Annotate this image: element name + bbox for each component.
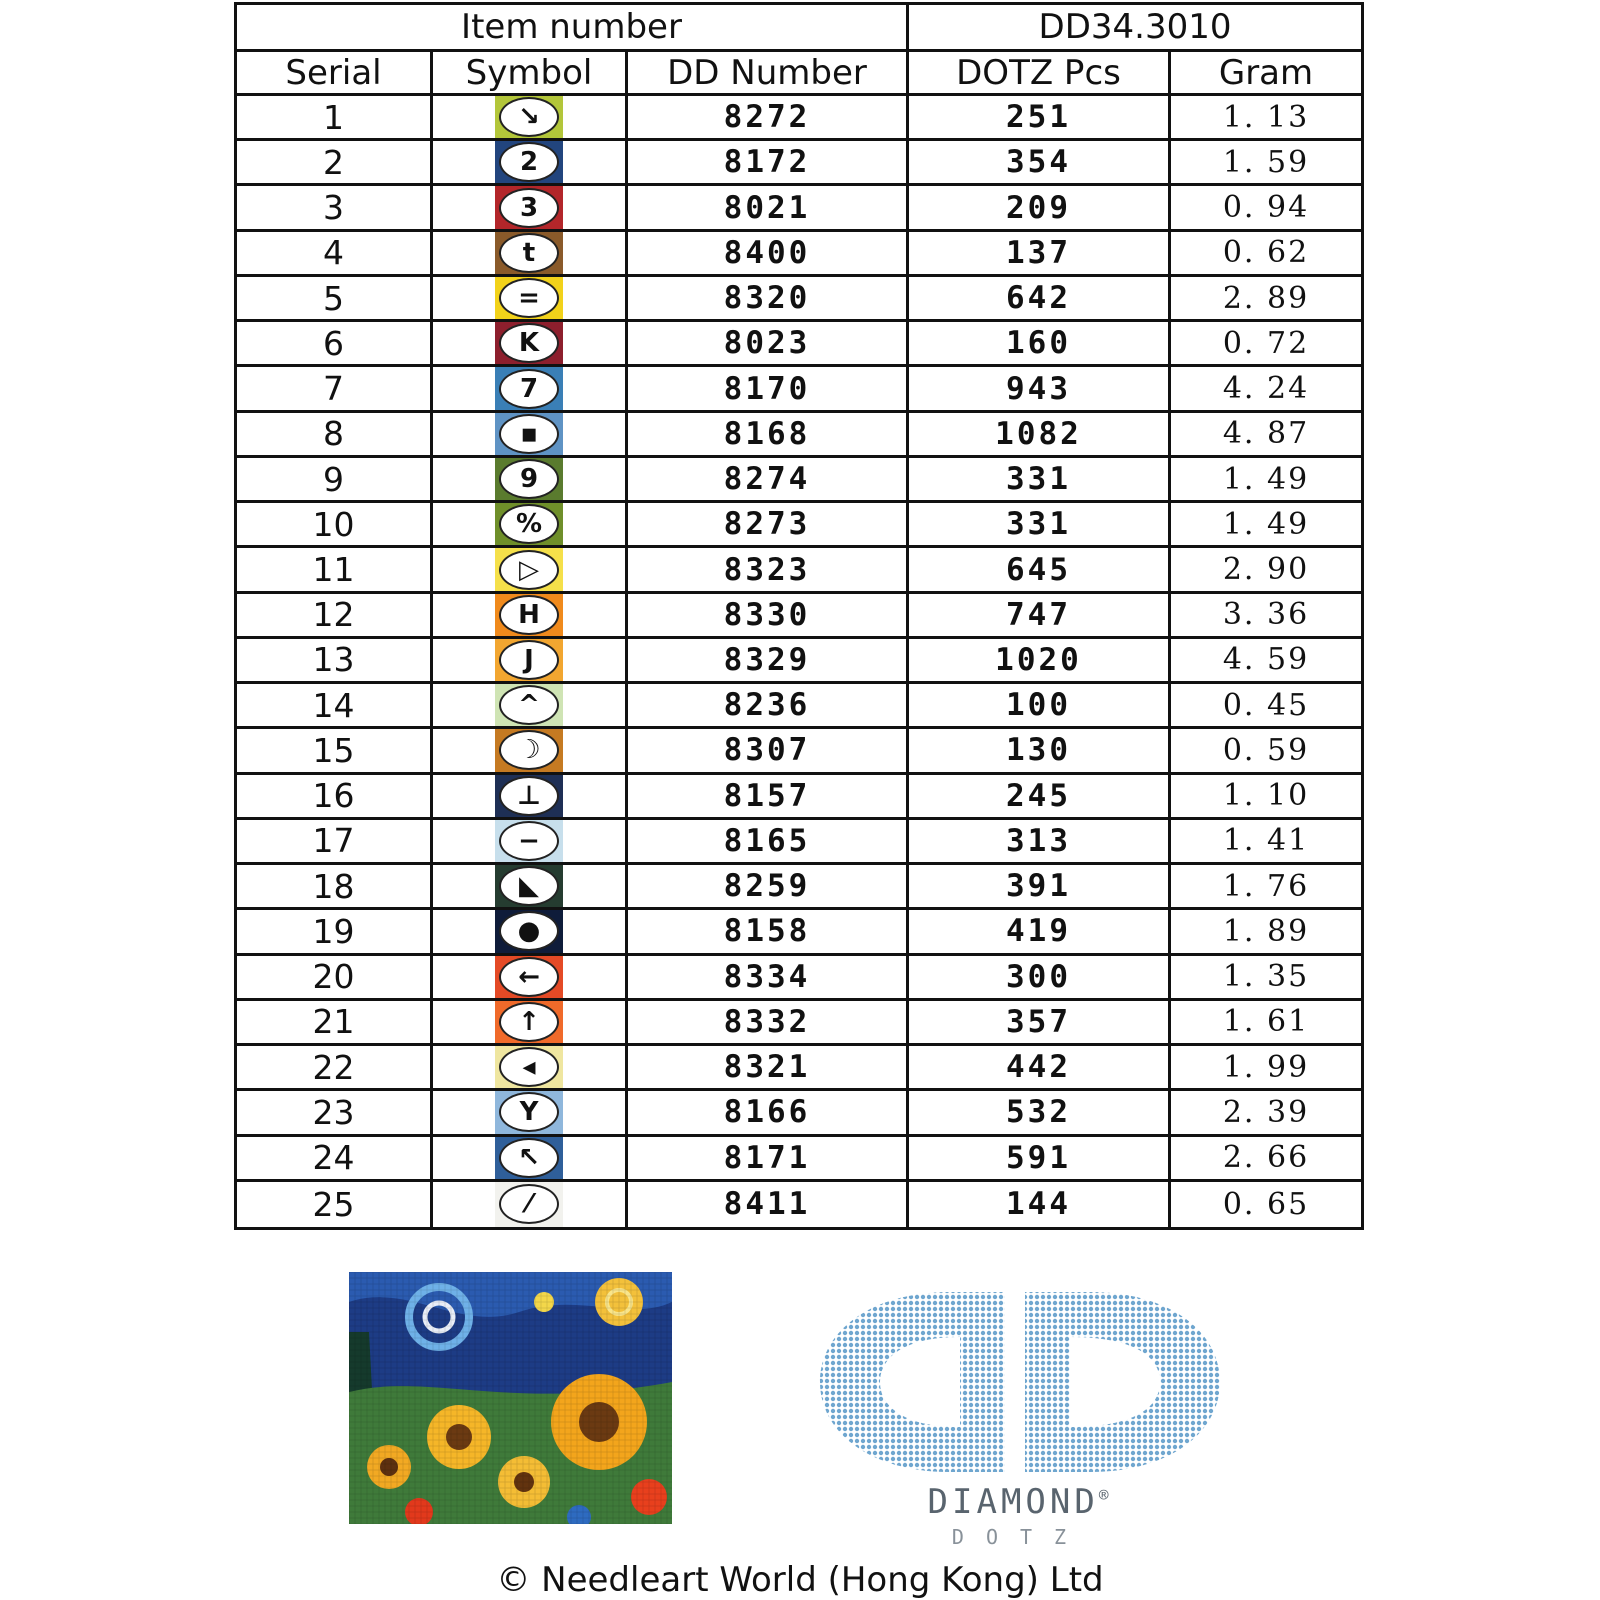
gram-cell: 1. 61 [1171,1001,1361,1046]
dotz-pcs-cell: 245 [909,775,1171,820]
color-swatch [495,594,563,636]
serial-cell: 15 [237,729,433,774]
color-swatch [495,684,563,726]
gram-cell: 0. 72 [1171,322,1361,367]
column-header-dotz-pcs: DOTZ Pcs [909,52,1171,96]
dotz-pcs-cell: 209 [909,186,1171,231]
serial-cell: 12 [237,594,433,639]
triangle-right-icon: ▷ [499,550,559,590]
dd-number-cell: 8166 [628,1091,909,1136]
slash-icon: ⁄ [499,1184,559,1224]
color-swatch [495,1046,563,1088]
color-swatch [495,322,563,364]
symbol-cell [433,277,628,322]
symbol-cell [433,1046,628,1091]
dd-number-cell: 8274 [628,458,909,503]
logo-wordmark: DIAMOND® [927,1482,1113,1522]
color-swatch [495,1182,563,1227]
gram-cell: 2. 90 [1171,548,1361,593]
symbol-cell [433,594,628,639]
serial-cell: 16 [237,775,433,820]
color-swatch [495,1091,563,1133]
arrow-left-icon: ← [499,957,559,997]
symbol-cell [433,548,628,593]
percent-icon: % [499,504,559,544]
dotz-pcs-cell: 532 [909,1091,1171,1136]
arrow-up-left-icon: ↖ [499,1138,559,1178]
color-swatch [495,367,563,409]
color-swatch [495,910,563,952]
dotz-pcs-cell: 642 [909,277,1171,322]
minus-icon: − [499,821,559,861]
dd-number-cell: 8332 [628,1001,909,1046]
symbol-cell [433,910,628,955]
serial-cell: 13 [237,639,433,684]
dotz-pcs-cell: 747 [909,594,1171,639]
dotz-pcs-cell: 391 [909,865,1171,910]
serial-cell: 9 [237,458,433,503]
black-triangle-icon: ◣ [499,866,559,906]
dd-number-cell: 8023 [628,322,909,367]
color-swatch [495,775,563,817]
symbol-cell [433,232,628,277]
gram-cell: 1. 49 [1171,503,1361,548]
symbol-cell [433,1091,628,1136]
gram-cell: 4. 24 [1171,367,1361,412]
symbol-cell [433,141,628,186]
dd-number-cell: 8236 [628,684,909,729]
gram-cell: 1. 99 [1171,1046,1361,1091]
serial-cell: 2 [237,141,433,186]
symbol-cell [433,865,628,910]
color-swatch [495,186,563,228]
serial-cell: 8 [237,413,433,458]
dd-number-cell: 8411 [628,1182,909,1227]
dotz-pcs-cell: 331 [909,458,1171,503]
serial-cell: 21 [237,1001,433,1046]
symbol-cell [433,503,628,548]
dotz-pcs-cell: 354 [909,141,1171,186]
dotz-pcs-cell: 313 [909,820,1171,865]
serial-cell: 7 [237,367,433,412]
starry-night-sunflowers-mosaic-icon [349,1272,672,1524]
color-swatch [495,956,563,998]
dd-number-cell: 8172 [628,141,909,186]
digit-7-icon: 7 [499,369,559,409]
dotz-pcs-cell: 144 [909,1182,1171,1227]
gram-cell: 1. 10 [1171,775,1361,820]
color-chart-table [234,2,1364,1230]
item-number-label: Item number [237,5,909,52]
serial-cell: 25 [237,1182,433,1227]
serial-cell: 19 [237,910,433,955]
diamond-dotz-mark-icon [800,1282,1240,1482]
symbol-cell [433,684,628,729]
symbol-cell [433,367,628,412]
serial-cell: 4 [237,232,433,277]
gram-cell: 4. 87 [1171,413,1361,458]
serial-cell: 10 [237,503,433,548]
dd-number-cell: 8321 [628,1046,909,1091]
dd-number-cell: 8307 [628,729,909,774]
color-swatch [495,1001,563,1043]
serial-cell: 1 [237,96,433,141]
dd-number-cell: 8273 [628,503,909,548]
dotz-pcs-cell: 251 [909,96,1171,141]
serial-cell: 18 [237,865,433,910]
color-swatch [495,548,563,590]
item-number-value: DD34.3010 [909,5,1361,52]
dotz-pcs-cell: 943 [909,367,1171,412]
gram-cell: 0. 62 [1171,232,1361,277]
dotz-pcs-cell: 331 [909,503,1171,548]
copyright-notice: © Needleart World (Hong Kong) Ltd [496,1560,1104,1600]
gram-cell: 0. 94 [1171,186,1361,231]
digit-9-icon: 9 [499,459,559,499]
symbol-cell [433,729,628,774]
gram-cell: 2. 66 [1171,1137,1361,1182]
dd-number-cell: 8259 [628,865,909,910]
gram-cell: 1. 41 [1171,820,1361,865]
up-tack-icon: ⊥ [499,776,559,816]
serial-cell: 14 [237,684,433,729]
color-swatch [495,639,563,681]
column-header-dd-number: DD Number [628,52,909,96]
small-square-icon: ▪ [499,414,559,454]
dotz-pcs-cell: 591 [909,1137,1171,1182]
symbol-cell [433,1001,628,1046]
column-header-symbol: Symbol [433,52,628,96]
symbol-cell [433,96,628,141]
symbol-cell [433,1137,628,1182]
dd-number-cell: 8272 [628,96,909,141]
letter-h-icon: H [499,595,559,635]
letter-y-icon: Y [499,1092,559,1132]
digit-3-icon: 3 [499,188,559,228]
color-swatch [495,232,563,274]
symbol-cell [433,413,628,458]
equals-icon: = [499,278,559,318]
gram-cell: 1. 35 [1171,956,1361,1001]
symbol-cell [433,322,628,367]
dotz-pcs-cell: 137 [909,232,1171,277]
serial-cell: 20 [237,956,433,1001]
digit-2-icon: 2 [499,142,559,182]
serial-cell: 23 [237,1091,433,1136]
column-header-gram: Gram [1171,52,1361,96]
gram-cell: 0. 59 [1171,729,1361,774]
color-swatch [495,865,563,907]
dotz-pcs-cell: 442 [909,1046,1171,1091]
dotz-pcs-cell: 1082 [909,413,1171,458]
dd-number-cell: 8320 [628,277,909,322]
gram-cell: 0. 65 [1222,1186,1310,1222]
symbol-cell [433,458,628,503]
letter-k-icon: K [499,323,559,363]
color-swatch [495,413,563,455]
dotz-pcs-cell: 1020 [909,639,1171,684]
serial-cell: 24 [237,1137,433,1182]
dd-number-cell: 8171 [628,1137,909,1182]
dd-number-cell: 8165 [628,820,909,865]
gram-cell: 1. 76 [1171,865,1361,910]
symbol-cell [433,820,628,865]
dd-number-cell: 8158 [628,910,909,955]
gram-cell: 2. 39 [1171,1091,1361,1136]
letter-t-icon: t [499,233,559,273]
color-swatch [495,503,563,545]
dotz-pcs-cell: 130 [909,729,1171,774]
gram-cell: 1. 59 [1171,141,1361,186]
color-swatch [495,96,563,138]
caret-icon: ^ [499,685,559,725]
dd-number-cell: 8330 [628,594,909,639]
arrow-up-icon: ↑ [499,1002,559,1042]
letter-j-icon: J [499,640,559,680]
logo-subtitle: DOTZ [951,1525,1089,1549]
gram-cell: 1. 13 [1171,96,1361,141]
gram-cell: 1. 49 [1171,458,1361,503]
dd-number-cell: 8323 [628,548,909,593]
color-swatch [495,141,563,183]
serial-cell: 3 [237,186,433,231]
dd-number-cell: 8334 [628,956,909,1001]
serial-cell: 17 [237,820,433,865]
serial-cell: 11 [237,548,433,593]
serial-cell: 22 [237,1046,433,1091]
gram-cell: 2. 89 [1171,277,1361,322]
dd-number-cell: 8329 [628,639,909,684]
small-triangle-left-icon: ◂ [499,1047,559,1087]
dd-number-cell: 8170 [628,367,909,412]
color-swatch [495,277,563,319]
diamond-dotz-logo [800,1282,1240,1562]
gram-cell: 0. 45 [1171,684,1361,729]
dotz-pcs-cell: 300 [909,956,1171,1001]
gram-cell: 4. 59 [1171,639,1361,684]
dd-number-cell: 8021 [628,186,909,231]
black-circle-icon: ● [499,911,559,951]
color-swatch [495,820,563,862]
color-swatch [495,1137,563,1179]
dotz-pcs-cell: 419 [909,910,1171,955]
gram-cell: 3. 36 [1171,594,1361,639]
dotz-pcs-cell: 100 [909,684,1171,729]
serial-cell: 5 [237,277,433,322]
product-preview-image [349,1272,672,1524]
symbol-cell [433,639,628,684]
symbol-cell [433,186,628,231]
symbol-cell [433,956,628,1001]
serial-cell: 6 [237,322,433,367]
symbol-cell [433,775,628,820]
dd-number-cell: 8168 [628,413,909,458]
gram-cell: 1. 89 [1171,910,1361,955]
arrow-down-right-icon: ↘ [499,97,559,137]
color-swatch [495,458,563,500]
crescent-icon: ☽ [499,730,559,770]
dd-number-cell: 8400 [628,232,909,277]
column-header-serial: Serial [237,52,433,96]
dd-number-cell: 8157 [628,775,909,820]
dotz-pcs-cell: 357 [909,1001,1171,1046]
color-swatch [495,729,563,771]
dotz-pcs-cell: 645 [909,548,1171,593]
dotz-pcs-cell: 160 [909,322,1171,367]
symbol-cell [433,1182,628,1227]
